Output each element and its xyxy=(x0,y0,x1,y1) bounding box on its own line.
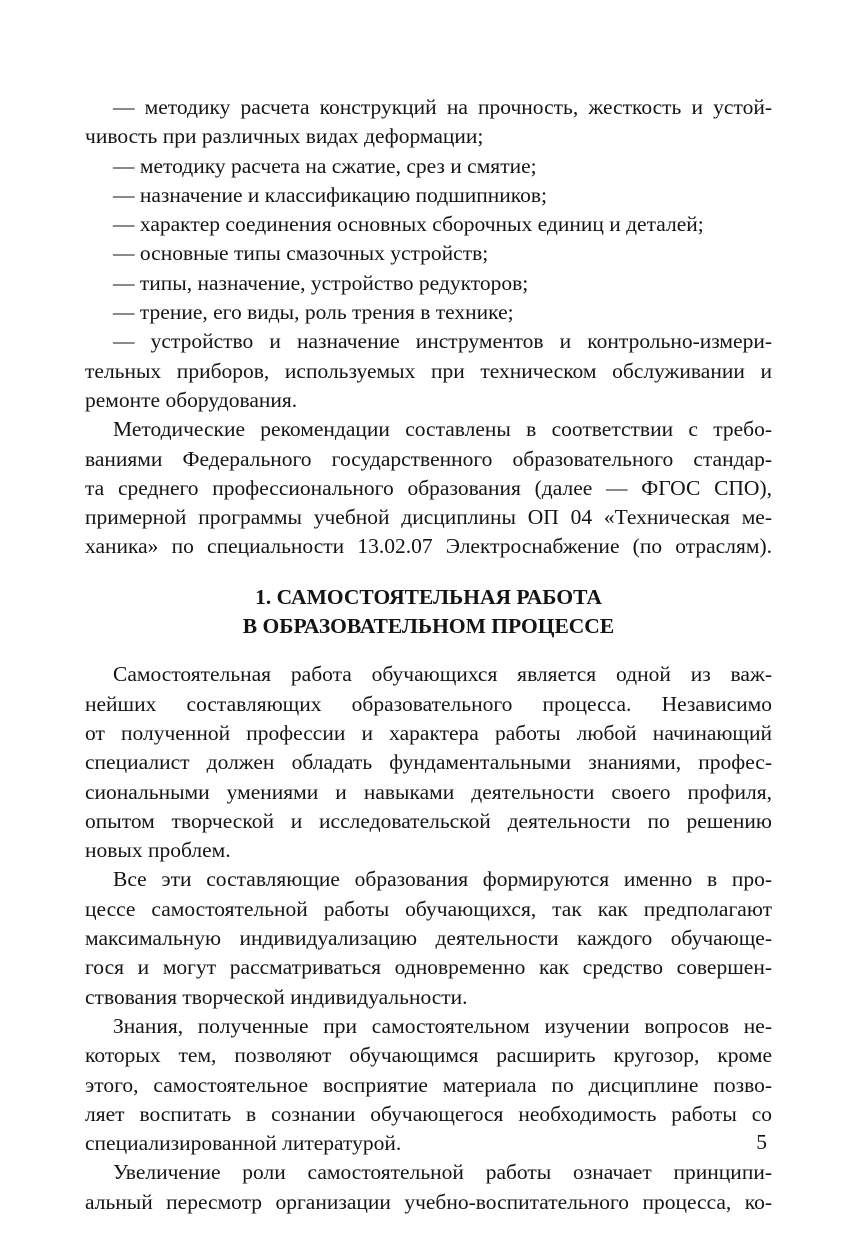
text-line: нейших составляющих образовательного процесса. Независимо xyxy=(85,691,772,716)
text-line: ханика» по специальности 13.02.07 Электроснабжение (по отраслям). xyxy=(85,534,772,559)
text-line: от полученной профессии и характера работы любой начинающий xyxy=(85,720,772,745)
text-line: Самостоятельная работа обучающихся является одной из важ- xyxy=(113,662,772,687)
list-item xyxy=(85,327,772,415)
text-line: которых тем, позволяют обучающимся расширить кругозор, кроме xyxy=(85,1043,772,1068)
text-line: сиональными умениями и навыками деятельности своего профиля, xyxy=(85,779,772,804)
text-line: — трение, его виды, роль трения в технике; xyxy=(113,300,514,325)
text-line: — основные типы смазочных устройств; xyxy=(113,241,489,266)
text-line: примерной программы учебной дисциплины ОП 04 «Техническая ме- xyxy=(85,505,772,530)
text-line: чивость при различных видах деформации; xyxy=(85,124,484,149)
text-line: Увеличение роли самостоятельной работы означает принципи- xyxy=(113,1160,772,1185)
text-line: альный пересмотр организации учебно-воспитательного процесса, ко- xyxy=(85,1189,772,1214)
list-item xyxy=(85,152,772,181)
text-line: — типы, назначение, устройство редукторов; xyxy=(113,270,529,295)
list-item xyxy=(85,239,772,268)
text-line: новых проблем. xyxy=(85,838,231,863)
text-line: максимальную индивидуализацию деятельности каждого обучающе- xyxy=(85,926,772,951)
text-line: гося и могут рассматриваться одновременно как средство совершен- xyxy=(85,955,772,980)
text-line: специализированной литературой. xyxy=(85,1131,402,1156)
heading-line: В ОБРАЗОВАТЕЛЬНОМ ПРОЦЕССЕ xyxy=(242,614,615,639)
text-line: Методические рекомендации составлены в соответствии с требо- xyxy=(113,417,772,442)
text-line: ляет воспитать в сознании обучающегося необходимость работы со xyxy=(85,1101,772,1126)
paragraph xyxy=(85,660,772,865)
text-line: этого, самостоятельное восприятие материала по дисциплине позво- xyxy=(85,1072,772,1097)
list-item xyxy=(85,93,772,152)
paragraph xyxy=(85,415,772,561)
text-line: Знания, полученные при самостоятельном изучении вопросов не- xyxy=(113,1013,772,1038)
text-line: опытом творческой и исследовательской деятельности по решению xyxy=(85,808,772,833)
list-item xyxy=(85,181,772,210)
paragraph xyxy=(85,865,772,1011)
text-line: — методику расчета конструкций на прочность, жесткость и устой- xyxy=(113,95,772,119)
text-line: — назначение и классификацию подшипников; xyxy=(113,182,548,207)
paragraph xyxy=(85,1012,772,1158)
text-line: та среднего профессионального образования (далее — ФГОС СПО), xyxy=(85,475,772,500)
page-number: 5 xyxy=(756,1130,767,1154)
paragraph xyxy=(85,1158,772,1217)
text-line: ствования творческой индивидуальности. xyxy=(85,984,468,1009)
text-line: — методику расчета на сжатие, срез и смятие; xyxy=(113,153,537,178)
text-line: тельных приборов, используемых при техническом обслуживании и xyxy=(85,358,772,383)
list-item xyxy=(85,269,772,298)
section-heading xyxy=(85,583,772,642)
text-line: цессе самостоятельной работы обучающихся, так как предполагают xyxy=(85,896,772,921)
text-line: Все эти составляющие образования формируются именно в про- xyxy=(113,867,772,892)
text-line: — характер соединения основных сборочных единиц и деталей; xyxy=(113,212,704,237)
list-item xyxy=(85,298,772,327)
heading-line: 1. САМОСТОЯТЕЛЬНАЯ РАБОТА xyxy=(255,584,602,609)
text-line: специалист должен обладать фундаментальными знаниями, профес- xyxy=(85,750,772,775)
text-line: ваниями Федерального государственного образовательного стандар- xyxy=(85,446,772,471)
list-item xyxy=(85,210,772,239)
page-body xyxy=(85,93,772,1217)
text-line: — устройство и назначение инструментов и контрольно-измери- xyxy=(113,329,772,354)
text-line: ремонте оборудования. xyxy=(85,387,298,412)
